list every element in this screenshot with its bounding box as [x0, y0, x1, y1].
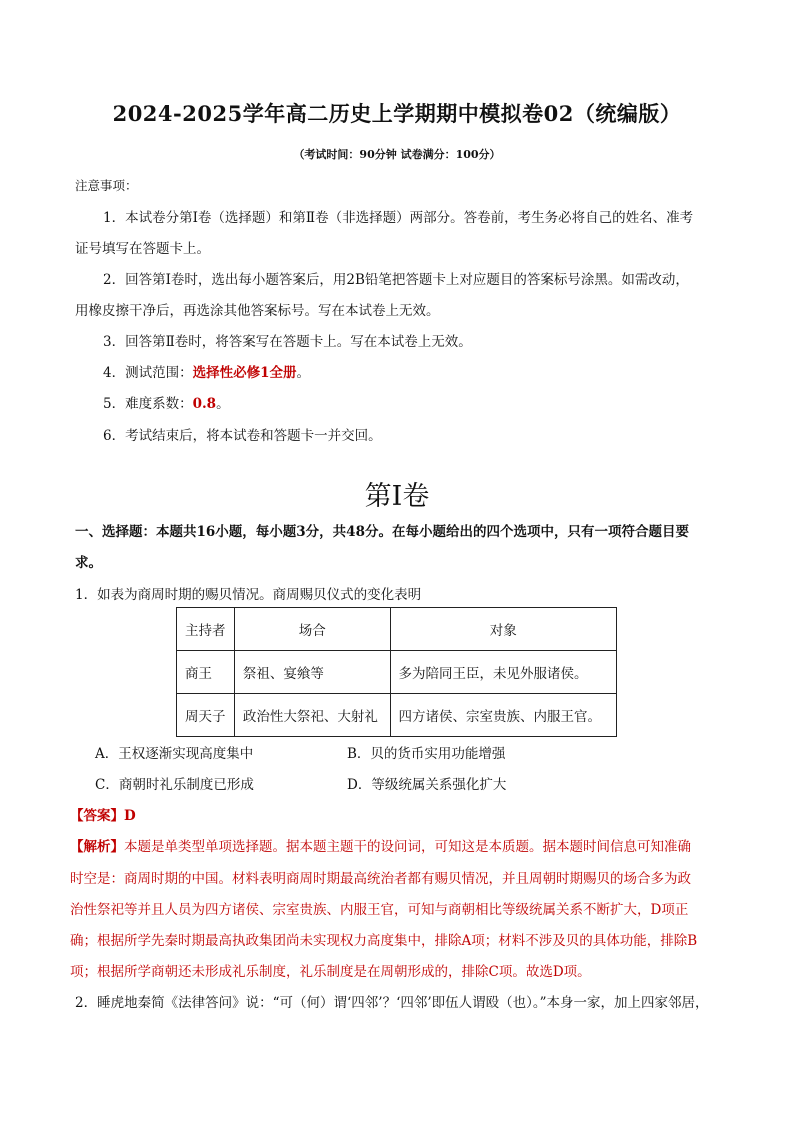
volume-title: 第Ⅰ卷: [364, 481, 430, 512]
q1-option-b: B．贝的货币实用功能增强: [347, 746, 506, 762]
notice-item-3: 3．回答第Ⅱ卷时，将答案写在答题卡上。写在本试卷上无效。: [103, 334, 472, 350]
table-row: [177, 694, 617, 737]
table-header-row: [177, 608, 617, 651]
answer-value: D: [124, 808, 136, 824]
q1-option-c: C．商朝时礼乐制度已形成: [95, 777, 254, 793]
notice-item-5: [103, 392, 230, 412]
notice-heading: 注意事项：: [75, 178, 138, 193]
q1-table: [176, 607, 617, 737]
notice-item-1-line-2: 证号填写在答题卡上。: [75, 241, 210, 257]
table-row: [177, 651, 617, 694]
q1-answer: [70, 804, 136, 824]
q1-analysis-line-5: 项；根据所学商朝还未形成礼乐制度，礼乐制度是在周朝形成的，排除C项。故选D项。: [70, 964, 591, 980]
notice-item-6: 6．考试结束后，将本试卷和答题卡一并交回。: [103, 428, 382, 444]
section-heading-line-1: 一、选择题：本题共16小题，每小题3分，共48分。在每小题给出的四个选项中，只有一项符合题目要: [75, 524, 689, 540]
test-scope-value: 选择性必修1全册: [192, 365, 297, 381]
notice-item-4-suffix: 。: [296, 365, 310, 381]
q1-option-d: D．等级统属关系强化扩大: [347, 777, 507, 793]
notice-item-2-line-2: 用橡皮擦干净后，再选涂其他答案标号。写在本试卷上无效。: [75, 303, 440, 319]
q1-stem: 1．如表为商周时期的赐贝情况。商周赐贝仪式的变化表明: [75, 587, 422, 603]
notice-item-4: [103, 361, 310, 381]
answer-label: 【答案】: [70, 808, 124, 824]
q1-option-a: A．王权逐渐实现高度集中: [95, 746, 254, 762]
notice-item-5-prefix: 5．难度系数：: [103, 396, 193, 412]
exam-title: 2024-2025学年高二历史上学期期中模拟卷02（统编版）: [112, 101, 682, 126]
q1-analysis-line-1: [70, 835, 691, 855]
q1-analysis-line-4: 确；根据所学先秦时期最高执政集团尚未实现权力高度集中，排除A项；材料不涉及贝的具体功能，排除B: [70, 933, 698, 949]
q1-analysis-line-2: 时空是：商周时期的中国。材料表明商周时期最高统治者都有赐贝情况，并且周朝时期赐贝的场合多为政: [70, 871, 691, 887]
table-cell: 祭祖、宴飨等: [234, 651, 390, 694]
analysis-label: 【解析】: [70, 839, 124, 855]
q2-stem: 2．睡虎地秦简《法律答问》说：“可（何）谓‘四邻’？‘四邻’即伍人谓殴（也）。”本身一家，加上四家邻居，: [75, 995, 709, 1011]
table-header-cell: 主持者: [177, 608, 235, 651]
q1-analysis-line-3: 治性祭祀等并且人员为四方诸侯、宗室贵族、内服王官，可知与商朝相比等级统属关系不断扩大，D项正: [70, 902, 689, 918]
table-header-cell: 场合: [234, 608, 390, 651]
notice-item-1-line-1: 1．本试卷分第Ⅰ卷（选择题）和第Ⅱ卷（非选择题）两部分。答卷前，考生务必将自己的姓名、准考: [103, 210, 694, 226]
difficulty-value: 0.8: [192, 396, 217, 412]
table-cell: 多为陪同王臣，未见外服诸侯。: [390, 651, 616, 694]
notice-item-4-prefix: 4．测试范围：: [103, 365, 193, 381]
table-cell: 周天子: [177, 694, 235, 737]
section-heading-line-2: 求。: [75, 555, 102, 571]
analysis-text: 本题是单类型单项选择题。据本题主题干的设问词，可知这是本质题。据本题时间信息可知准确: [124, 839, 691, 855]
table-header-cell: 对象: [390, 608, 616, 651]
table-cell: 四方诸侯、宗室贵族、内服王官。: [390, 694, 616, 737]
notice-item-5-suffix: 。: [216, 396, 230, 412]
exam-subtitle: （考试时间：90分钟 试卷满分：100分）: [293, 148, 501, 161]
notice-item-2-line-1: 2．回答第Ⅰ卷时，选出每小题答案后，用2B铅笔把答题卡上对应题目的答案标号涂黑。如需改动，: [103, 272, 689, 288]
table-cell: 商王: [177, 651, 235, 694]
table-cell: 政治性大祭祀、大射礼: [234, 694, 390, 737]
